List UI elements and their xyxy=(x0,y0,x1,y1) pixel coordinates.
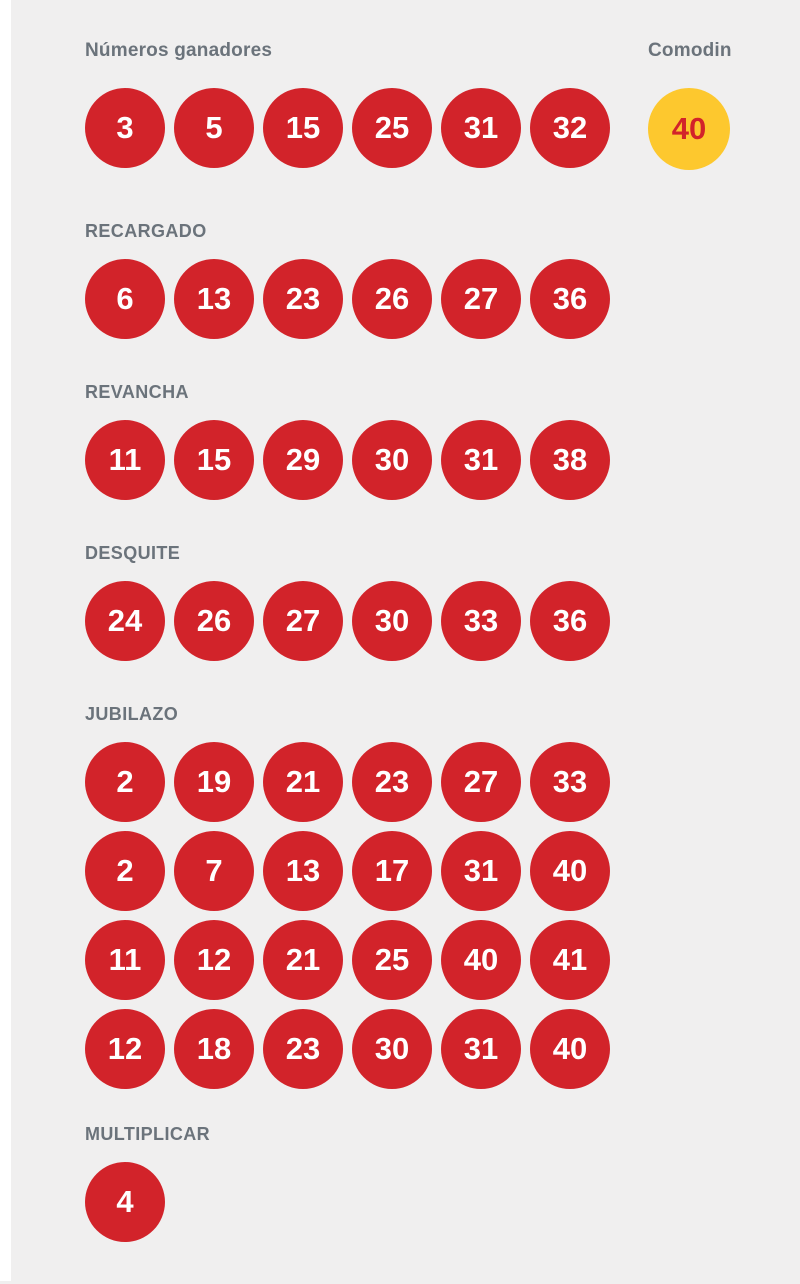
revancha-ball: 29 xyxy=(263,420,343,500)
comodin-ball-row xyxy=(648,88,732,170)
recargado-label: RECARGADO xyxy=(85,221,207,241)
lottery-results-panel xyxy=(85,40,785,1284)
jubilazo-ball: 40 xyxy=(441,920,521,1000)
jubilazo-ball: 30 xyxy=(352,1009,432,1089)
revancha-ball: 15 xyxy=(174,420,254,500)
jubilazo-numbers-row-1 xyxy=(85,742,785,822)
jubilazo-ball: 40 xyxy=(530,1009,610,1089)
section-winning-and-comodin xyxy=(85,40,785,170)
jubilazo-ball: 12 xyxy=(85,1009,165,1089)
winning-number-ball: 3 xyxy=(85,88,165,168)
section-jubilazo xyxy=(85,703,785,1089)
jubilazo-ball: 21 xyxy=(263,742,343,822)
desquite-ball: 26 xyxy=(174,581,254,661)
winning-numbers-column xyxy=(85,40,610,170)
jubilazo-ball: 11 xyxy=(85,920,165,1000)
section-recargado xyxy=(85,220,785,339)
revancha-ball: 31 xyxy=(441,420,521,500)
left-page-margin xyxy=(0,0,11,1281)
recargado-ball: 6 xyxy=(85,259,165,339)
desquite-numbers-row xyxy=(85,581,785,661)
jubilazo-numbers-row-4 xyxy=(85,1009,785,1089)
winning-numbers-row xyxy=(85,88,610,168)
jubilazo-ball: 25 xyxy=(352,920,432,1000)
multiplicar-ball: 4 xyxy=(85,1162,165,1242)
recargado-ball: 26 xyxy=(352,259,432,339)
jubilazo-ball: 12 xyxy=(174,920,254,1000)
jubilazo-ball: 18 xyxy=(174,1009,254,1089)
comodin-label: Comodin xyxy=(648,40,732,61)
jubilazo-numbers-row-3 xyxy=(85,920,785,1000)
jubilazo-ball: 17 xyxy=(352,831,432,911)
revancha-numbers-row xyxy=(85,420,785,500)
jubilazo-ball: 40 xyxy=(530,831,610,911)
jubilazo-ball: 27 xyxy=(441,742,521,822)
jubilazo-ball: 41 xyxy=(530,920,610,1000)
comodin-column xyxy=(648,40,732,170)
desquite-ball: 36 xyxy=(530,581,610,661)
jubilazo-ball: 31 xyxy=(441,1009,521,1089)
jubilazo-ball: 2 xyxy=(85,742,165,822)
section-revancha xyxy=(85,381,785,500)
jubilazo-ball: 33 xyxy=(530,742,610,822)
recargado-ball: 36 xyxy=(530,259,610,339)
revancha-label: REVANCHA xyxy=(85,382,189,402)
jubilazo-ball: 23 xyxy=(352,742,432,822)
jubilazo-ball: 7 xyxy=(174,831,254,911)
revancha-ball: 38 xyxy=(530,420,610,500)
winning-number-ball: 15 xyxy=(263,88,343,168)
winning-numbers-label: Números ganadores xyxy=(85,40,273,61)
desquite-label: DESQUITE xyxy=(85,543,181,563)
recargado-numbers-row xyxy=(85,259,785,339)
multiplicar-numbers-row xyxy=(85,1162,785,1242)
comodin-ball: 40 xyxy=(648,88,730,170)
jubilazo-ball: 21 xyxy=(263,920,343,1000)
jubilazo-rows xyxy=(85,742,785,1089)
desquite-ball: 33 xyxy=(441,581,521,661)
section-multiplicar xyxy=(85,1123,785,1242)
recargado-ball: 27 xyxy=(441,259,521,339)
jubilazo-ball: 19 xyxy=(174,742,254,822)
jubilazo-label: JUBILAZO xyxy=(85,704,179,724)
jubilazo-ball: 23 xyxy=(263,1009,343,1089)
desquite-ball: 24 xyxy=(85,581,165,661)
recargado-ball: 13 xyxy=(174,259,254,339)
winning-number-ball: 32 xyxy=(530,88,610,168)
winning-number-ball: 31 xyxy=(441,88,521,168)
jubilazo-ball: 2 xyxy=(85,831,165,911)
recargado-ball: 23 xyxy=(263,259,343,339)
revancha-ball: 30 xyxy=(352,420,432,500)
winning-number-ball: 25 xyxy=(352,88,432,168)
winning-number-ball: 5 xyxy=(174,88,254,168)
jubilazo-ball: 31 xyxy=(441,831,521,911)
jubilazo-ball: 13 xyxy=(263,831,343,911)
multiplicar-label: MULTIPLICAR xyxy=(85,1124,211,1144)
desquite-ball: 27 xyxy=(263,581,343,661)
desquite-ball: 30 xyxy=(352,581,432,661)
revancha-ball: 11 xyxy=(85,420,165,500)
jubilazo-numbers-row-2 xyxy=(85,831,785,911)
section-desquite xyxy=(85,542,785,661)
